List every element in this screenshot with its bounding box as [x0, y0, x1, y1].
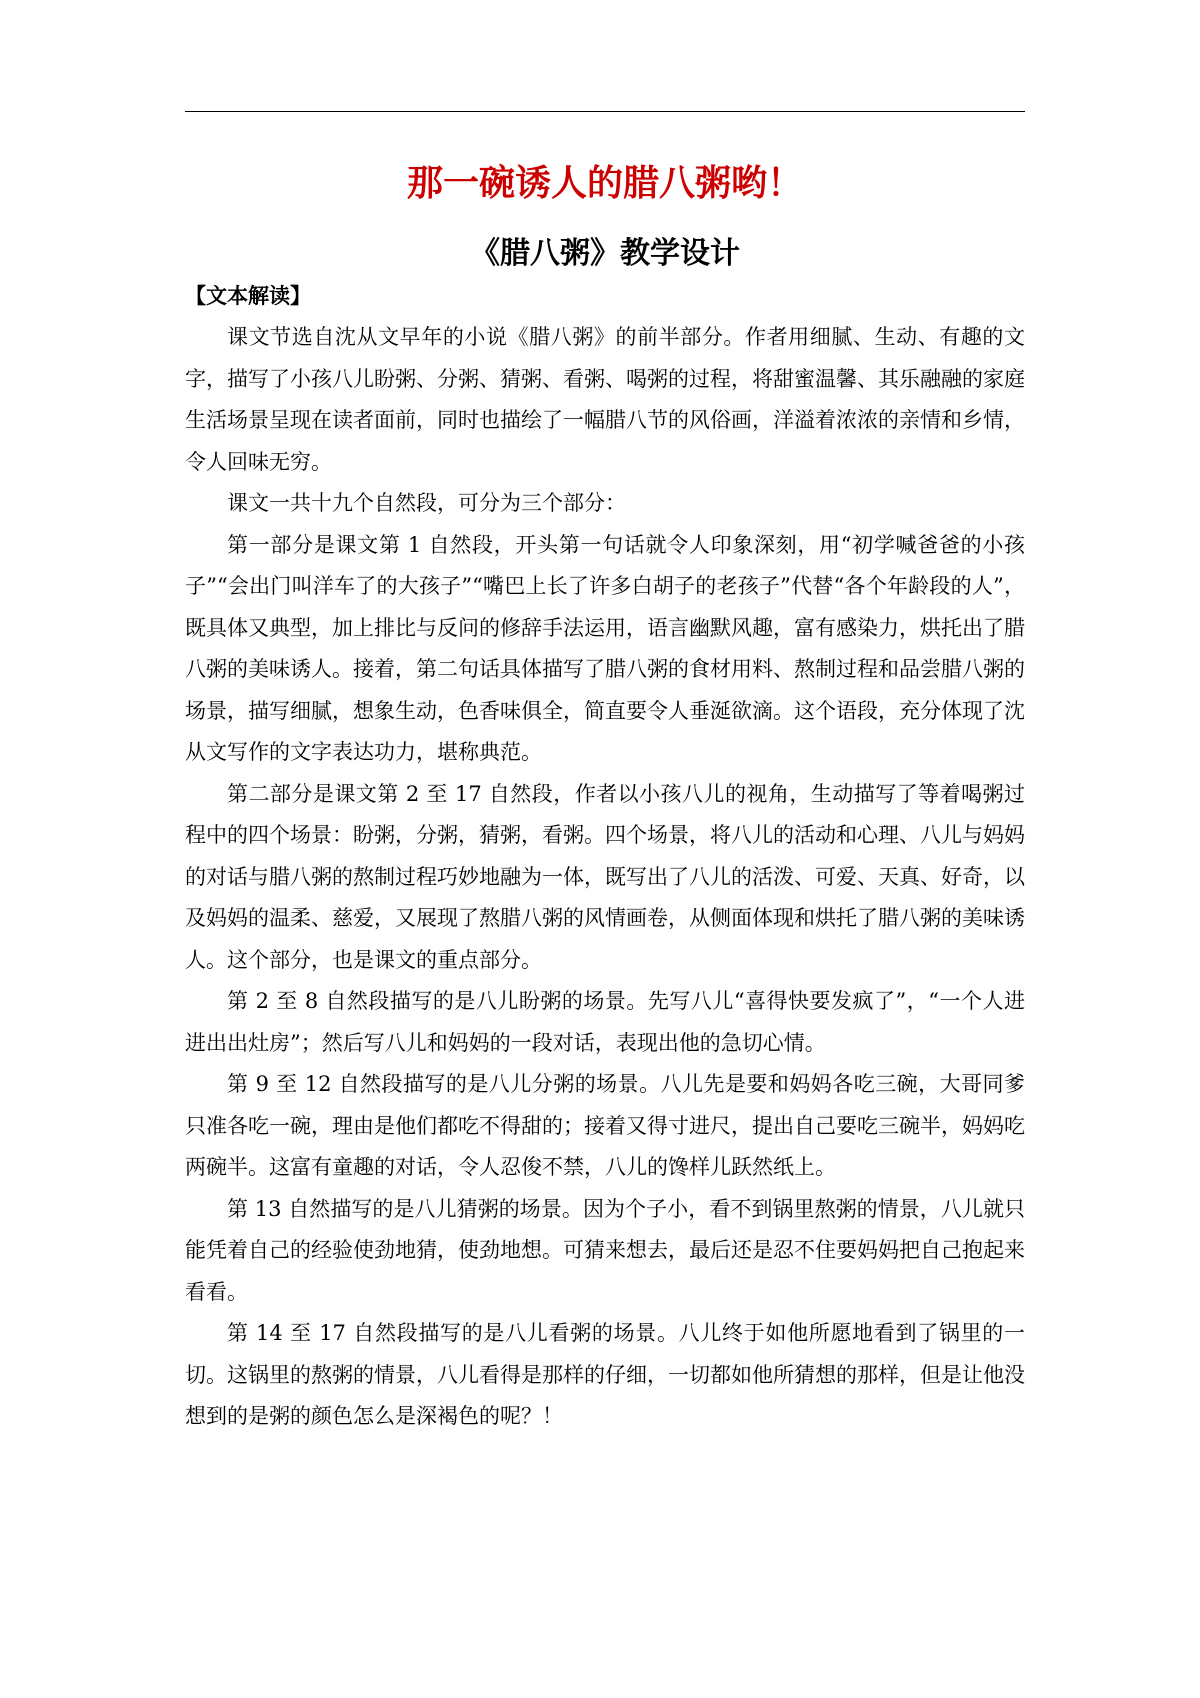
document-subtitle: 《腊八粥》教学设计 — [470, 236, 740, 271]
paragraph-sharing: 第 9 至 12 自然段描写的是八儿分粥的场景。八儿先是要和妈妈各吃三碗，大哥同爹只准各吃一碗，理由是他们都吃不得甜的；接着又得寸进尺，提出自己要吃三碗半，妈妈吃两碗半。这富有童趣的对话，令人忍俊不禁，八儿的馋样儿跃然纸上。 — [185, 1072, 1025, 1179]
document-page — [185, 0, 1025, 1698]
paragraph-watching: 第 14 至 17 自然段描写的是八儿看粥的场景。八儿终于如他所愿地看到了锅里的一切。这锅里的熬粥的情景，八儿看得是那样的仔细，一切都如他所猜想的那样，但是让他没想到的是粥的颜色怎么是深褐色的呢？！ — [185, 1321, 1025, 1428]
paragraph-part-one: 第一部分是课文第 1 自然段，开头第一句话就令人印象深刻，用“初学喊爸爸的小孩子”“会出门叫洋车了的大孩子”“嘴巴上长了许多白胡子的老孩子”代替“各个年龄段的人”，既具体又典型，加上排比与反问的修辞手法运用，语言幽默风趣，富有感染力，烘托出了腊八粥的美味诱人。接着，第二句话具体描写了腊八粥的食材用料、熬制过程和品尝腊八粥的场景，描写细腻，想象生动，色香味俱全，简直要令人垂涎欲滴。这个语段，充分体现了沈从文写作的文字表达功力，堪称典范。 — [185, 532, 1025, 764]
paragraph-intro: 课文节选自沈从文早年的小说《腊八粥》的前半部分。作者用细腻、生动、有趣的文字，描写了小孩八儿盼粥、分粥、猜粥、看粥、喝粥的过程，将甜蜜温馨、其乐融融的家庭生活场景呈现在读者面前，同时也描绘了一幅腊八节的风俗画，洋溢着浓浓的亲情和乡情，令人回味无穷。 — [185, 325, 1025, 474]
header-rule — [185, 111, 1025, 112]
paragraph-structure: 课文一共十九个自然段，可分为三个部分： — [227, 491, 626, 515]
paragraph-part-two: 第二部分是课文第 2 至 17 自然段，作者以小孩八儿的视角，生动描写了等着喝粥过程中的四个场景：盼粥，分粥，猜粥，看粥。四个场景，将八儿的活动和心理、八儿与妈妈的对话与腊八粥的熬制过程巧妙地融为一体，既写出了八儿的活泼、可爱、天真、好奇，以及妈妈的温柔、慈爱，又展现了熬腊八粥的风情画卷，从侧面体现和烘托了腊八粥的美味诱人。这个部分，也是课文的重点部分。 — [185, 781, 1025, 972]
document-title: 那一碗诱人的腊八粥哟！ — [406, 162, 803, 204]
body-text — [185, 317, 1025, 1438]
section-heading: 【文本解读】 — [185, 283, 311, 308]
paragraph-guessing: 第 13 自然描写的是八儿猜粥的场景。因为个子小，看不到锅里熬粥的情景，八儿就只能凭着自己的经验使劲地猜，使劲地想。可猜来想去，最后还是忍不住要妈妈把自己抱起来看看。 — [185, 1196, 1025, 1304]
paragraph-looking-forward: 第 2 至 8 自然段描写的是八儿盼粥的场景。先写八儿“喜得快要发疯了”，“一个人进进出出灶房”；然后写八儿和妈妈的一段对话，表现出他的急切心情。 — [185, 989, 1025, 1055]
